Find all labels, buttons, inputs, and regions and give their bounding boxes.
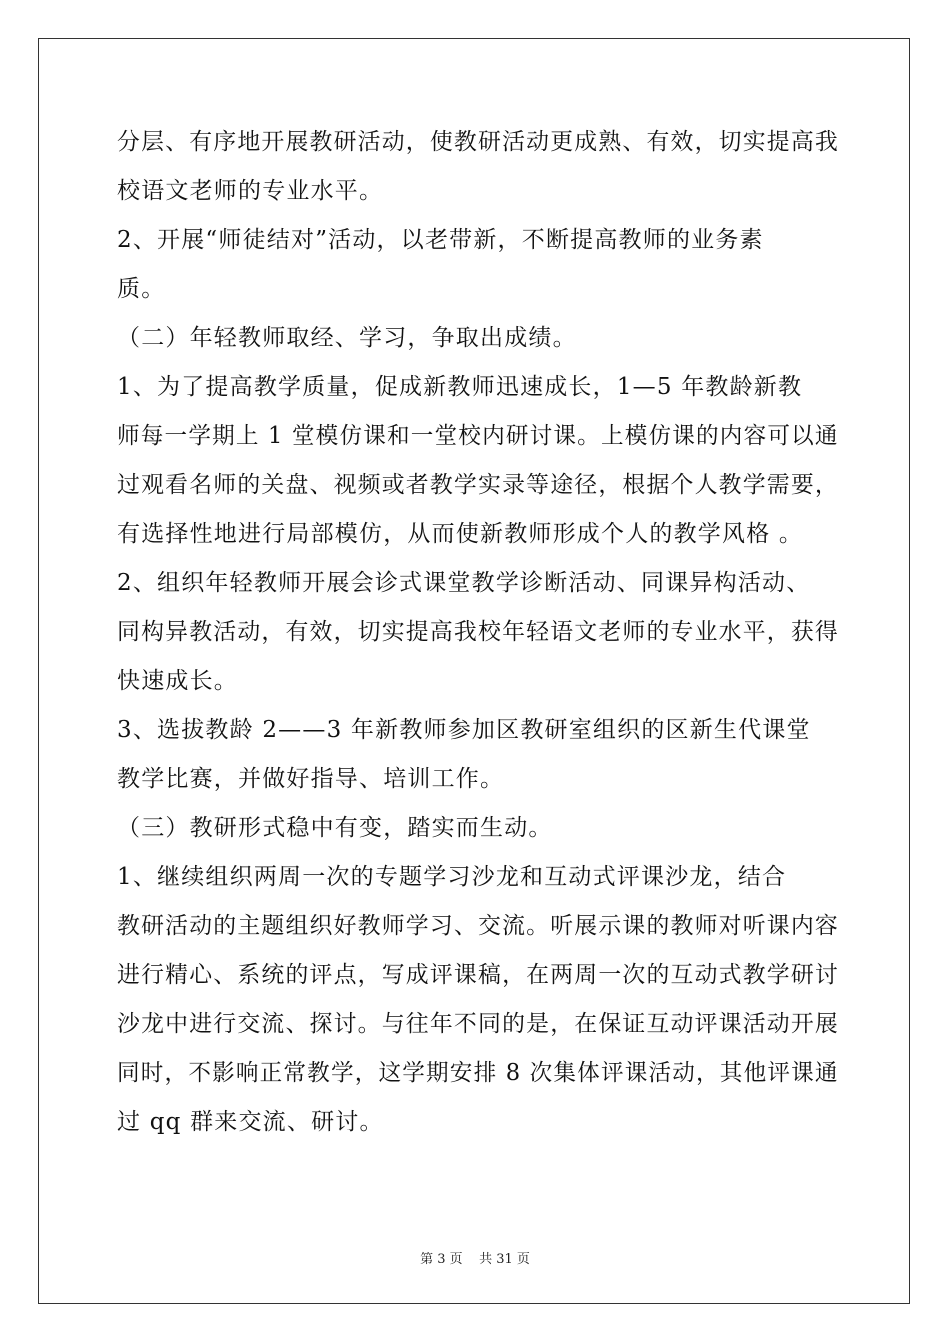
page-number: 第 3 页 共 31 页 bbox=[420, 1252, 530, 1267]
text-line: 2、组织年轻教师开展会诊式课堂教学诊断活动、同课异构活动、 bbox=[117, 570, 811, 596]
text-line: 师每一学期上 1 堂模仿课和一堂校内研讨课。上模仿课的内容可以通 bbox=[117, 423, 839, 449]
text-line: 分层、有序地开展教研活动，使教研活动更成熟、有效，切实提高我 bbox=[117, 129, 839, 155]
text-line: 进行精心、系统的评点，写成评课稿，在两周一次的互动式教学研讨 bbox=[117, 962, 839, 988]
text-line: 质。 bbox=[117, 276, 166, 302]
text-line: 1、为了提高教学质量，促成新教师迅速成长，1—5 年教龄新教 bbox=[117, 374, 803, 400]
text-line: 同构异教活动，有效，切实提高我校年轻语文老师的专业水平，获得 bbox=[117, 619, 839, 645]
text-line: 3、选拔教龄 2——3 年新教师参加区教研室组织的区新生代课堂 bbox=[117, 717, 811, 743]
text-line: 校语文老师的专业水平。 bbox=[117, 178, 384, 204]
text-line: 同时，不影响正常教学，这学期安排 8 次集体评课活动，其他评课通 bbox=[117, 1060, 839, 1086]
text-line: 过观看名师的关盘、视频或者教学实录等途径，根据个人教学需要， bbox=[117, 472, 839, 498]
text-line: 过 qq 群来交流、研讨。 bbox=[117, 1109, 384, 1135]
text-line: 1、继续组织两周一次的专题学习沙龙和互动式评课沙龙，结合 bbox=[117, 864, 787, 890]
text-line: 教研活动的主题组织好教师学习、交流。听展示课的教师对听课内容 bbox=[117, 913, 839, 939]
text-line: 2、开展“师徒结对”活动，以老带新，不断提高教师的业务素 bbox=[117, 227, 764, 253]
page-footer bbox=[0, 1248, 950, 1267]
text-line: 有选择性地进行局部模仿，从而使新教师形成个人的教学风格 。 bbox=[117, 521, 804, 547]
text-line: 教学比赛，并做好指导、培训工作。 bbox=[117, 766, 505, 792]
text-line: 沙龙中进行交流、探讨。与往年不同的是，在保证互动评课活动开展 bbox=[117, 1011, 839, 1037]
text-line: （三）教研形式稳中有变，踏实而生动。 bbox=[117, 815, 553, 841]
text-line: （二）年轻教师取经、学习，争取出成绩。 bbox=[117, 325, 577, 351]
text-line: 快速成长。 bbox=[117, 668, 238, 694]
